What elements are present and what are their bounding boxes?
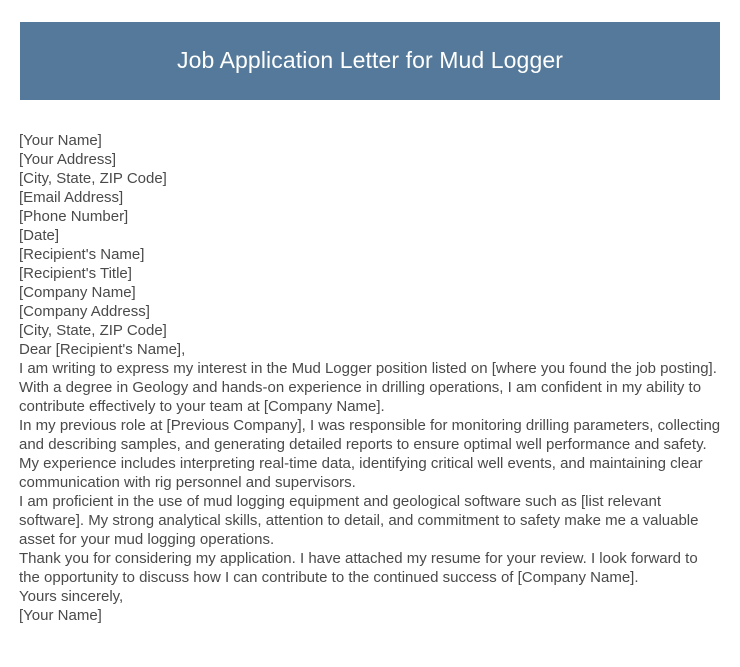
sender-city-state-zip: [City, State, ZIP Code] <box>19 170 167 187</box>
recipient-company-address: [Company Address] <box>19 303 150 320</box>
recipient-name: [Recipient's Name] <box>19 246 145 263</box>
body-paragraph-4: Thank you for considering my application. I have attached my resume for your review. I look forward to the opportunity to discuss how I can contribute to the continued success of [Company Name]. <box>19 550 698 586</box>
signature-name: [Your Name] <box>19 607 102 624</box>
sender-phone: [Phone Number] <box>19 208 129 225</box>
sender-email: [Email Address] <box>19 189 124 206</box>
sender-address-block <box>19 131 721 245</box>
sender-name: [Your Name] <box>19 132 102 149</box>
letter-date: [Date] <box>19 227 60 244</box>
letter-body <box>19 131 721 625</box>
salutation: Dear [Recipient's Name], <box>19 341 186 358</box>
recipient-company-name: [Company Name] <box>19 284 136 301</box>
recipient-title: [Recipient's Title] <box>19 265 132 282</box>
sender-address: [Your Address] <box>19 151 117 168</box>
body-paragraph-2: In my previous role at [Previous Company], I was responsible for monitoring drilling parameters, collecting and describing samples, and generating detailed reports to ensure optimal well performance and safety. My experience includes interpreting real-time data, identifying critical well events, and maintaining clear communication with rig personnel and supervisors. <box>19 417 721 491</box>
recipient-city-state-zip: [City, State, ZIP Code] <box>19 322 167 339</box>
recipient-address-block <box>19 245 721 340</box>
letter-header-banner <box>20 22 720 100</box>
body-paragraph-1: I am writing to express my interest in the Mud Logger position listed on [where you found the job posting]. With a degree in Geology and hands-on experience in drilling operations, I am confident in my ability to contribute effectively to your team at [Company Name]. <box>19 360 717 415</box>
body-paragraph-3: I am proficient in the use of mud logging equipment and geological software such as [list relevant software]. My strong analytical skills, attention to detail, and commitment to safety make me a valuable asset for your mud logging operations. <box>19 493 699 548</box>
closing-salutation: Yours sincerely, <box>19 588 124 605</box>
page-title: Job Application Letter for Mud Logger <box>177 47 563 74</box>
